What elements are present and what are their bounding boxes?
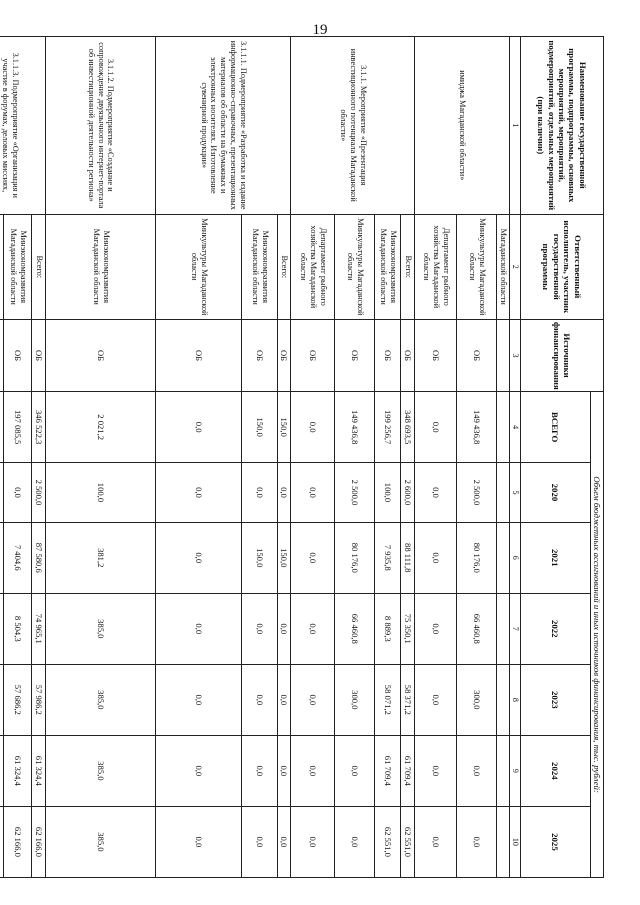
value-cell: 61 709,4	[375, 735, 401, 806]
value-cell: 58 071,2	[375, 664, 401, 735]
value-cell: 61 324,4	[32, 735, 46, 806]
value-cell: 150,0	[278, 522, 291, 593]
value-cell: 0,0	[415, 593, 457, 664]
source-cell: ОБ	[156, 319, 242, 391]
value-cell: 0,0	[278, 735, 291, 806]
source-cell: ОБ	[32, 319, 46, 391]
source-cell: ОБ	[401, 319, 415, 391]
value-cell: 0,0	[291, 806, 335, 877]
header-year: 2024	[520, 735, 590, 806]
value-cell: 62 166,0	[32, 806, 46, 877]
executor-cell: Минкультуры Магаданской области	[335, 214, 375, 319]
value-cell: 149 436,8	[457, 392, 497, 463]
value-cell: 61 324,4	[4, 735, 32, 806]
value-cell: 0,0	[156, 522, 242, 593]
value-cell: 0,0	[242, 735, 278, 806]
executor-cell: Минэкономразвития Магаданской области	[375, 214, 401, 319]
value-cell	[0, 664, 4, 735]
table-row	[278, 37, 291, 878]
column-index: 5	[510, 463, 520, 523]
value-cell: 7 404,6	[4, 522, 32, 593]
row-name-cell: 3.1.1. Мероприятие «Презентация инвестиционного потенциала Магаданской области»	[291, 37, 415, 215]
header-executor: Ответственный исполнитель, участник государственной программы	[520, 214, 603, 319]
value-cell: 0,0	[156, 392, 242, 463]
table-row	[497, 37, 510, 878]
value-cell: 8 504,3	[4, 593, 32, 664]
value-cell: 300,0	[335, 664, 375, 735]
value-cell: 100,0	[46, 463, 156, 523]
executor-cell: Минкультуры Магаданской области	[457, 214, 497, 319]
value-cell: 0,0	[156, 593, 242, 664]
value-cell: 385,0	[46, 593, 156, 664]
value-cell: 100,0	[375, 463, 401, 523]
value-cell: 57 686,2	[4, 664, 32, 735]
value-cell	[0, 522, 4, 593]
column-index: 8	[510, 664, 520, 735]
value-cell: 8 889,3	[375, 593, 401, 664]
value-cell: 0,0	[415, 806, 457, 877]
column-index: 4	[510, 392, 520, 463]
header-year: 2023	[520, 664, 590, 735]
value-cell: 0,0	[4, 463, 32, 523]
value-cell: 348 693,5	[401, 392, 415, 463]
header-year: 2022	[520, 593, 590, 664]
finance-table-container	[1, 36, 604, 878]
value-cell: 0,0	[415, 392, 457, 463]
source-cell	[497, 319, 510, 391]
value-cell: 0,0	[242, 593, 278, 664]
header-total: ВСЕГО	[520, 392, 590, 463]
source-cell: ОБ	[291, 319, 335, 391]
value-cell	[0, 463, 4, 523]
executor-cell: Минэкономразвития Магаданской области	[46, 214, 156, 319]
value-cell: 199 256,7	[375, 392, 401, 463]
value-cell: 0,0	[156, 735, 242, 806]
value-cell: 62 551,0	[375, 806, 401, 877]
source-cell: ОБ	[4, 319, 32, 391]
column-index: 6	[510, 522, 520, 593]
executor-cell: Всего:	[401, 214, 415, 319]
value-cell	[497, 735, 510, 806]
executor-cell: Всего:	[278, 214, 291, 319]
value-cell: 150,0	[242, 392, 278, 463]
value-cell	[497, 522, 510, 593]
value-cell: 150,0	[242, 522, 278, 593]
value-cell	[0, 593, 4, 664]
value-cell: 57 986,2	[32, 664, 46, 735]
value-cell	[497, 593, 510, 664]
value-cell: 149 436,8	[335, 392, 375, 463]
value-cell: 346 522,3	[32, 392, 46, 463]
source-cell: ОБ	[457, 319, 497, 391]
row-name-cell: имиджа Магаданской области»	[415, 37, 510, 215]
value-cell: 0,0	[278, 806, 291, 877]
value-cell: 0,0	[291, 522, 335, 593]
header-year: 2020	[520, 463, 590, 523]
value-cell: 62 166,0	[4, 806, 32, 877]
value-cell: 2 500,0	[457, 463, 497, 523]
source-cell: ОБ	[46, 319, 156, 391]
value-cell: 0,0	[291, 463, 335, 523]
value-cell: 74 965,1	[32, 593, 46, 664]
finance-table	[0, 36, 604, 878]
value-cell: 66 460,8	[335, 593, 375, 664]
value-cell: 385,0	[46, 806, 156, 877]
value-cell: 0,0	[457, 806, 497, 877]
header-name: Наименование государственной программы, подпрограммы, основных мероприятий, мероприятий, подмероприятий, отдельных мероприятий (при наличии)	[520, 37, 603, 215]
header-year: 2021	[520, 522, 590, 593]
column-index: 9	[510, 735, 520, 806]
column-index: 3	[510, 319, 520, 391]
value-cell: 2 021,2	[46, 392, 156, 463]
header-caption: Объем бюджетных ассигнований и иных источников финансирования, тыс. рублей:	[590, 392, 603, 878]
executor-cell: Департамент рыбного хозяйства Магаданской области	[291, 214, 335, 319]
value-cell: 0,0	[278, 463, 291, 523]
value-cell: 66 460,8	[457, 593, 497, 664]
value-cell: 0,0	[278, 593, 291, 664]
value-cell: 0,0	[415, 522, 457, 593]
header-year: 2025	[520, 806, 590, 877]
executor-cell: Минкультуры Магаданской области	[156, 214, 242, 319]
source-cell: ОБ	[242, 319, 278, 391]
value-cell: 0,0	[291, 392, 335, 463]
value-cell: 0,0	[242, 806, 278, 877]
value-cell: 0,0	[457, 735, 497, 806]
value-cell: 2 600,0	[401, 463, 415, 523]
row-name-cell: 3.1.1.3. Подмероприятие «Организация и участие в форумах, деловых миссиях,	[0, 37, 46, 215]
source-cell: ОБ	[375, 319, 401, 391]
value-cell: 62 551,0	[401, 806, 415, 877]
value-cell: 0,0	[156, 463, 242, 523]
value-cell	[0, 735, 4, 806]
value-cell: 0,0	[156, 664, 242, 735]
value-cell: 0,0	[278, 664, 291, 735]
value-cell: 80 176,0	[335, 522, 375, 593]
value-cell: 0,0	[291, 664, 335, 735]
value-cell: 300,0	[457, 664, 497, 735]
value-cell: 0,0	[335, 735, 375, 806]
value-cell	[497, 664, 510, 735]
value-cell: 2 500,0	[335, 463, 375, 523]
value-cell: 197 085,5	[4, 392, 32, 463]
table-row	[401, 37, 415, 878]
executor-cell: Магаданской области	[497, 214, 510, 319]
value-cell: 2 500,0	[32, 463, 46, 523]
source-cell: ОБ	[335, 319, 375, 391]
source-cell: ОБ	[415, 319, 457, 391]
executor-cell: Минэкономразвития Магаданской области	[4, 214, 32, 319]
executor-cell: Департамент рыбного хозяйства Магаданской области	[415, 214, 457, 319]
value-cell: 80 176,0	[457, 522, 497, 593]
executor-cell	[0, 214, 4, 319]
value-cell: 75 350,1	[401, 593, 415, 664]
value-cell: 385,0	[46, 735, 156, 806]
value-cell: 381,2	[46, 522, 156, 593]
source-cell: ОБ	[278, 319, 291, 391]
value-cell: 385,0	[46, 664, 156, 735]
value-cell: 0,0	[156, 806, 242, 877]
value-cell	[497, 806, 510, 877]
value-cell	[0, 806, 4, 877]
value-cell: 88 111,8	[401, 522, 415, 593]
value-cell: 0,0	[335, 806, 375, 877]
value-cell: 0,0	[242, 664, 278, 735]
column-index: 1	[510, 37, 520, 215]
column-index: 2	[510, 214, 520, 319]
page-number: 19	[312, 22, 328, 38]
header-source: Источники финансирования	[520, 319, 603, 391]
value-cell: 0,0	[242, 463, 278, 523]
value-cell: 87 580,6	[32, 522, 46, 593]
value-cell: 150,0	[278, 392, 291, 463]
column-index: 7	[510, 593, 520, 664]
source-cell	[0, 319, 4, 391]
value-cell: 0,0	[415, 664, 457, 735]
value-cell: 0,0	[415, 463, 457, 523]
column-index: 10	[510, 806, 520, 877]
row-name-cell: 3.1.1.1. Подмероприятие «Разработка и издание информационно-справочных, презентационных материалов об области на бумажных и электронных носителях. Изготовление сувенирной продукции»	[156, 37, 291, 215]
value-cell: 7 935,8	[375, 522, 401, 593]
executor-cell: Всего:	[32, 214, 46, 319]
executor-cell: Минэкономразвития Магаданской области	[242, 214, 278, 319]
value-cell	[0, 392, 4, 463]
value-cell: 0,0	[291, 593, 335, 664]
value-cell	[497, 463, 510, 523]
table-row	[32, 37, 46, 878]
value-cell: 61 709,4	[401, 735, 415, 806]
row-name-cell: 3.1.1.2. Подмероприятие «Создание и сопровождение двуязычного интернет-портала об инвестиционной деятельности региона»	[46, 37, 156, 215]
table-body	[0, 37, 510, 878]
value-cell: 0,0	[415, 735, 457, 806]
value-cell: 58 371,2	[401, 664, 415, 735]
table-row	[46, 37, 156, 878]
value-cell	[497, 392, 510, 463]
value-cell: 0,0	[291, 735, 335, 806]
